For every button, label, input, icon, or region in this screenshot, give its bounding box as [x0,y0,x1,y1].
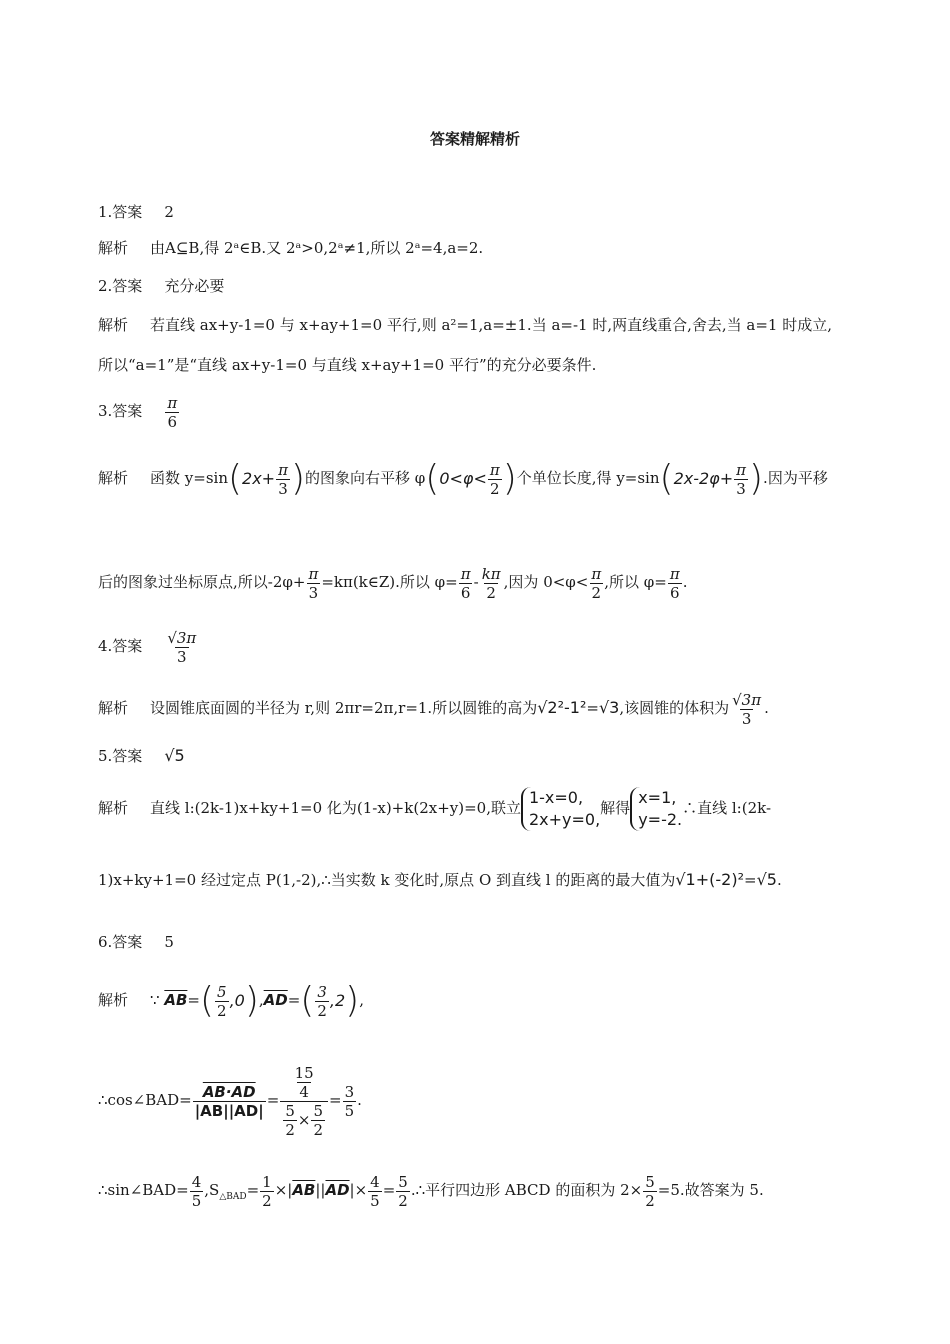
q6-analysis-line-2 [98,1054,362,1146]
q3-expr-2: 0<φ< [439,469,487,488]
q6-l1-sep: , [258,991,264,1009]
q6-l3-vec-ab: $\overline{AB}$ [292,1181,316,1199]
q3-a1-mid: 的图象向右平移 φ [305,469,426,487]
page-title: 答案精解精析 [429,130,520,148]
q6-l3-t4: ×| [274,1181,293,1199]
q4-t3: ,该圆锥的体积为 [619,699,730,717]
q6-analysis-line-1: 解析 ∵ $\overline{AB}=$ ( $\frac{5}{2}$ ,0 ) $,\overline{AD}=$ ( $\frac{3}{2}$ ,2 ) , [98,980,364,1021]
q4-analysis-label: 解析 [98,699,129,717]
q6-vec-ad: $\overline{AD}$ [263,991,288,1009]
q2-answer-line [98,276,224,296]
q5-answer: √5 [164,746,185,765]
q3-a2-f1-den: 3 [308,583,319,602]
q3-answer-line [98,392,180,431]
q6-answer: 5 [164,933,174,951]
q3-a2-t2: =kπ(k∈Z).所以 φ= [321,573,458,591]
q3-analysis-label: 解析 [98,469,129,487]
q6-l3-sub: △BAD [219,1192,247,1202]
q6-l1-end: , [359,991,364,1009]
q6-l3-vec-ad: $\overline{AD}$ [325,1181,350,1199]
q5-sys2-a: x=1, [638,788,677,807]
q6-l2-res-den: 5 [344,1101,355,1120]
q6-l2-big-num-d: 4 [299,1082,309,1101]
q3-a1-prefix: 函数 y=sin [150,469,228,487]
q3-frac2-den: 2 [490,479,500,498]
q3-answer-num: π [167,393,178,412]
q4-t1: 设圆锥底面圆的半径为 r,则 2πr=2π,r=1.所以圆锥的高为 [150,699,538,717]
q1-answer-line [98,202,174,222]
q6-l3-f5-den: 2 [645,1191,655,1210]
q3-a2-f2-den: 6 [460,583,471,602]
q3-a2-t1: 后的图象过坐标原点,所以-2φ+ [98,573,306,591]
q6-l2-cos-fraction [193,1083,266,1120]
q6-l3-t7: = [382,1181,396,1199]
q3-analysis-line-1 [98,456,828,501]
q6-answer-line [98,932,174,952]
q6-l3-f5-num: 5 [645,1172,655,1191]
q6-l1-eq-1: = [187,991,200,1009]
q4-t4: . [764,699,769,717]
q4-analysis-line [98,688,769,728]
q3-a1-mid2: 个单位长度,得 y=sin [516,469,660,487]
q5-l2-t3: . [776,871,782,889]
q6-l3-f3-num: 4 [370,1172,380,1191]
q5-sys1-b: 2x+y=0, [528,810,601,829]
q1-answer: 2 [164,203,174,221]
q5-sys2-b: y=-2. [638,810,683,829]
q6-l1-v1: ,0 [229,991,245,1010]
q3-a2-t6: . [682,573,688,591]
q6-l2-big-den-d: 2 [313,1120,323,1139]
q6-l2-res-num: 3 [344,1082,355,1101]
q3-frac3-den: 3 [736,479,746,498]
q3-answer-label: 3.答案 [98,402,143,420]
q6-l3-t5: || [315,1181,326,1199]
q5-l2-rad-2: √5 [756,870,777,889]
q6-analysis-label: 解析 [98,991,129,1009]
q4-t2: = [586,699,599,717]
q3-paren-3: ( 2x-2φ+ $\frac{\pi}{3}$ ) [659,458,764,499]
q6-l1-f1-den: 2 [217,1001,227,1020]
q6-l1-f2-num: 3 [317,982,327,1001]
q3-expr-1: 2x+ [242,469,276,488]
q5-t2: 解得 [600,799,631,817]
q2-analysis-label: 解析 [98,316,129,334]
q6-l3-f1-num: 4 [191,1172,202,1191]
q5-analysis-line-1 [98,784,771,832]
q6-l3-f3-den: 5 [370,1191,380,1210]
q6-l1-t1: ∵ [150,991,160,1009]
q3-a1-end: .因为平移 [763,469,828,487]
q6-l2-eq: = [266,1091,280,1109]
q5-t1: 直线 l:(2k-1)x+ky+1=0 化为(1-x)+k(2x+y)=0,联立 [150,799,521,817]
q4-f-den: 3 [741,709,752,728]
q5-t3: ∴直线 l:(2k- [682,799,772,817]
q6-l3-t8: .∴平行四边形 ABCD 的面积为 2× [410,1181,643,1199]
q6-l3-f4-den: 2 [398,1191,408,1210]
q5-l2-t2: = [743,871,757,889]
q3-a2-f5-den: 6 [670,583,680,602]
q1-analysis: 由A⊆B,得 2ᵃ∈B.又 2ᵃ>0,2ᵃ≠1,所以 2ᵃ=4,a=2. [150,239,484,257]
q3-frac3-num: π [736,460,746,479]
q3-a2-f3-den: 2 [486,583,496,602]
q5-analysis-line-2 [98,870,782,890]
q4-f-num: √3π [732,690,762,709]
q6-l1-f2-den: 2 [317,1001,327,1020]
q5-l2-rad-1: √1+(-2)² [675,870,744,889]
q6-l3-t2: ,S [204,1181,220,1199]
q5-answer-line [98,746,185,766]
q5-l2-t1: 1)x+ky+1=0 经过定点 P(1,-2),∴当实数 k 变化时,原点 O 到直线 l 的距离的最大值为 [98,871,676,889]
q5-sys1-a: 1-x=0, [528,788,584,807]
q4-answer-num: √3π [167,628,197,647]
q4-rad-1: √2²-1² [537,698,587,717]
q6-l2-den: |AB||AD| [194,1101,264,1120]
q3-analysis-line-2 [98,562,688,602]
q4-answer-label: 4.答案 [98,637,143,655]
q6-l2-big-fraction [280,1064,328,1139]
q3-a2-f3-num: kπ [481,564,501,583]
q6-l3-t3: = [246,1181,260,1199]
q6-l2-num: AB·AD [202,1082,256,1101]
q3-a2-f2-num: π [460,564,471,583]
q6-l1-eq-2: = [287,991,301,1009]
q6-l2-t1: ∴cos∠BAD= [98,1091,192,1109]
q3-a2-t5: ,所以 φ= [604,573,667,591]
q5-system-2 [630,787,682,831]
q6-l2-times: × [297,1111,311,1129]
q5-answer-label: 5.答案 [98,747,143,765]
q6-l3-t9: =5.故答案为 5. [657,1181,764,1199]
q6-answer-label: 6.答案 [98,933,143,951]
q4-rad-2: √3 [598,698,620,717]
q3-a2-f4-den: 2 [591,583,602,602]
q6-l3-t1: ∴sin∠BAD= [98,1181,189,1199]
q3-a2-f5-num: π [669,564,680,583]
q6-l3-f4-num: 5 [398,1172,408,1191]
q2-analysis-line-1 [98,315,832,335]
q2-answer-label: 2.答案 [98,277,143,295]
q3-a2-f4-num: π [591,564,602,583]
q3-paren-2: ( 0<φ< $\frac{\pi}{2}$ ) [425,458,517,499]
q6-l2-big-num-n: 15 [294,1063,314,1082]
q6-l3-f1-den: 5 [191,1191,202,1210]
q6-l2-big-den-c: 5 [313,1101,323,1120]
q1-analysis-label: 解析 [98,239,129,257]
q6-analysis-line-3 [98,1170,764,1217]
q3-expr-3: 2x-2φ+ [673,469,734,488]
q6-l2-big-den-a: 5 [285,1101,295,1120]
q2-analysis-1: 若直线 ax+y-1=0 与 x+ay+1=0 平行,则 a²=1,a=±1.当 a=-1 时,两直线重合,舍去,当 a=1 时成立, [150,316,833,334]
q5-system-1 [521,787,600,831]
q2-analysis-2: 所以“a=1”是“直线 ax+y-1=0 与直线 x+ay+1=0 平行”的充分必要条件. [98,356,597,374]
q6-l3-f2-num: 1 [262,1172,272,1191]
q3-frac2-num: π [489,460,500,479]
q2-analysis-line-2 [98,355,596,375]
q3-a2-t3: - [473,573,479,591]
q1-analysis-line [98,238,483,258]
q4-answer-den: 3 [177,647,187,666]
q6-l3-t6: |× [349,1181,368,1199]
q3-a2-t4: ,因为 0<φ< [503,573,589,591]
q6-l1-f1-num: 5 [217,982,227,1001]
q3-answer-fraction [165,394,179,431]
q3-a2-f1-num: π [308,564,319,583]
q5-analysis-label: 解析 [98,799,129,817]
q2-answer: 充分必要 [164,277,225,295]
q6-l1-v2: ,2 [329,991,346,1010]
q6-l2-eq2: = [328,1091,342,1109]
q3-paren-1: ( 2x+ $\frac{\pi}{3}$ ) [227,458,305,499]
q6-l3-f2-den: 2 [262,1191,272,1210]
q4-answer-line [98,626,199,666]
q3-frac1-num: π [278,460,288,479]
q6-l2-end: . [357,1091,362,1109]
q3-answer-den: 6 [167,412,178,431]
q3-frac1-den: 3 [278,479,288,498]
q6-vec-ab: $\overline{AB}$ [164,991,188,1009]
q6-l2-big-den-b: 2 [285,1120,295,1139]
q1-answer-label: 1.答案 [98,203,143,221]
